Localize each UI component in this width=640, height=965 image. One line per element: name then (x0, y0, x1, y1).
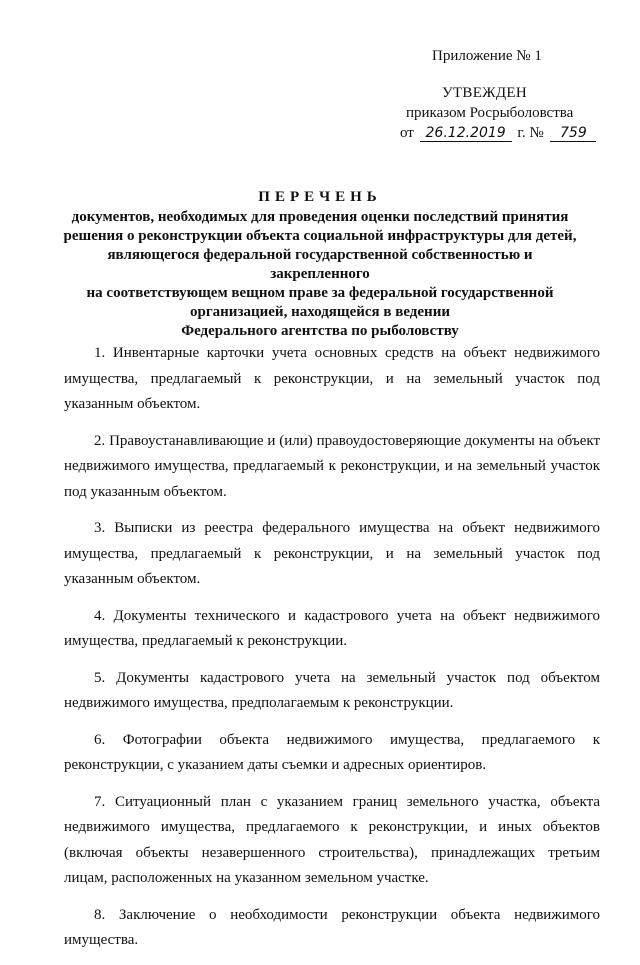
heading-line: на соответствующем вещном праве за федеральной государственной (86, 285, 554, 301)
heading-line: Федерального агентства по рыболовству (181, 323, 459, 339)
list-item: 1. Инвентарные карточки учета основных средств на объект недвижимого имущества, предлагаемый к реконструкции, и на земельный участок под указанным объектом. (64, 345, 600, 412)
list-item: 6. Фотографии объекта недвижимого имущества, предлагаемого к реконструкции, с указанием даты съемки и адресных ориентиров. (64, 731, 600, 773)
list-item: 8. Заключение о необходимости реконструкции объекта недвижимого имущества. (64, 906, 600, 948)
list-item: 4. Документы технического и кадастрового учета на объект недвижимого имущества, предлагаемый к реконструкции. (64, 607, 600, 649)
list-item: 7. Ситуационный план с указанием границ земельного участка, объекта недвижимого имущества, предлагаемого к реконструкции, и иных объектов (включая объекты незавершенного строительства), принадлежащих третьим лицам, расположенных на указанном земельном участке. (64, 793, 600, 886)
order-by-label: приказом Росрыболовства (406, 105, 574, 121)
list-item: 2. Правоустанавливающие и (или) правоудостоверяющие документы на объект недвижимого имущества, предлагаемый к реконструкции, и на земельный участок под указанным объектом. (64, 432, 600, 500)
document-heading (60, 188, 580, 341)
from-prefix: от (400, 125, 414, 141)
heading-line: документов, необходимых для проведения оценки последствий принятия (71, 209, 569, 225)
year-suffix: г. № (517, 125, 544, 141)
list-item: 3. Выписки из реестра федерального имущества на объект недвижимого имущества, предлагаемый к реконструкции, и на земельный участок под указанным объектом. (64, 520, 600, 587)
appendix-label: Приложение № 1 (432, 48, 542, 64)
heading-line: организацией, находящейся в ведении (190, 304, 450, 320)
document-list (64, 341, 600, 965)
heading-line: являющегося федеральной государственной собственностью и закрепленного (107, 247, 533, 282)
document-title: ПЕРЕЧЕНЬ (258, 189, 382, 205)
order-date: 26.12.2019 (420, 126, 512, 142)
heading-line: решения о реконструкции объекта социальной инфраструктуры для детей, (63, 228, 577, 244)
order-line (400, 123, 596, 143)
approved-label: УТВЕЖДЕН (442, 85, 528, 101)
list-item: 5. Документы кадастрового учета на земельный участок под объектом недвижимого имущества, предполагаемым к реконструкции. (64, 669, 600, 711)
order-number: 759 (550, 126, 596, 142)
